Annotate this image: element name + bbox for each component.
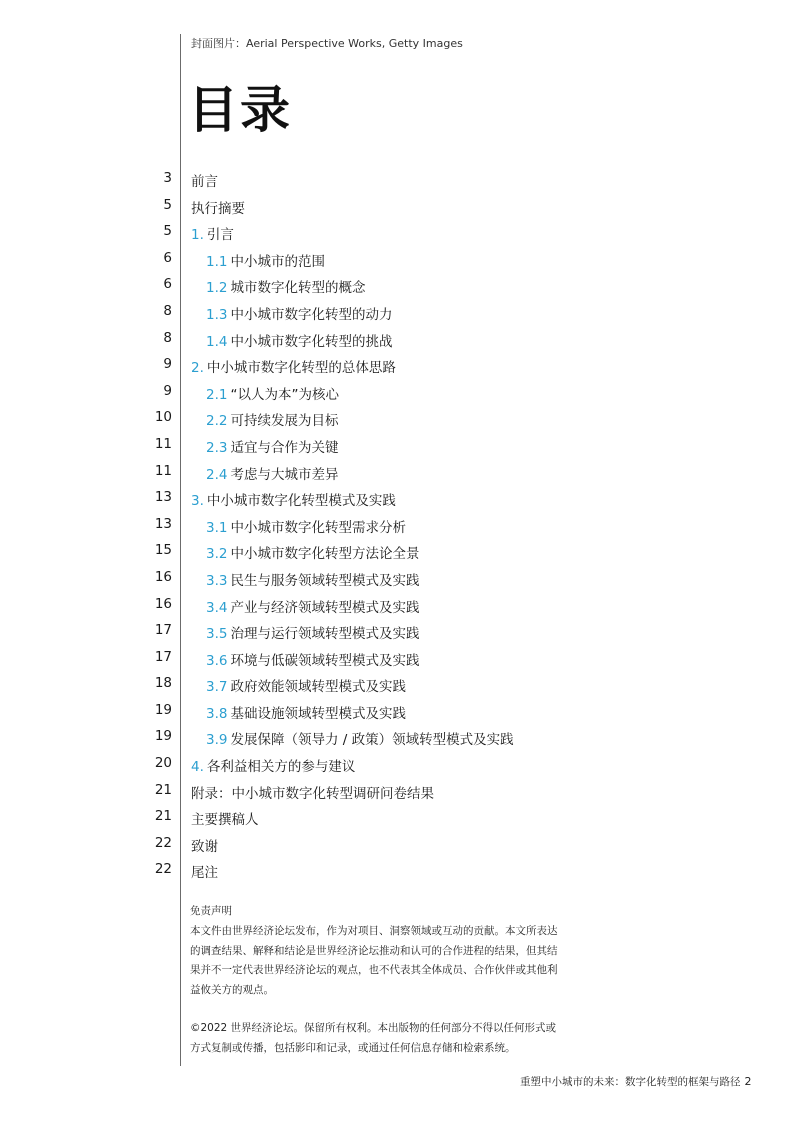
toc-section-number: 3.3 bbox=[206, 572, 228, 589]
toc-page-number: 8 bbox=[163, 302, 172, 319]
toc-entry-label bbox=[206, 303, 392, 323]
toc-section-title: 引言 bbox=[206, 227, 234, 244]
toc-section-number: 1.3 bbox=[206, 306, 228, 323]
toc-entry-label bbox=[191, 489, 396, 509]
page-footer bbox=[520, 1074, 752, 1089]
toc-section-title: 适宜与合作为关键 bbox=[230, 439, 339, 456]
toc-section-title: 产业与经济领域转型模式及实践 bbox=[230, 599, 420, 616]
toc-page-number: 17 bbox=[154, 622, 172, 639]
toc-entry-label bbox=[206, 330, 392, 350]
footer-title: 重塑中小城市的未来：数字化转型的框架与路径 bbox=[520, 1076, 741, 1088]
toc-entry[interactable] bbox=[0, 696, 793, 723]
toc-entry[interactable] bbox=[0, 510, 793, 537]
toc-section-title: 中小城市数字化转型方法论全景 bbox=[230, 546, 420, 563]
toc-page-number: 10 bbox=[154, 409, 172, 426]
toc-page-number: 3 bbox=[163, 170, 172, 186]
toc-section-title: 中小城市数字化转型的动力 bbox=[230, 306, 393, 323]
toc-entry[interactable] bbox=[0, 297, 793, 324]
toc-page-number: 21 bbox=[154, 808, 172, 825]
toc-entry[interactable] bbox=[0, 217, 793, 244]
toc-entry[interactable] bbox=[0, 377, 793, 404]
toc-page-number: 17 bbox=[154, 648, 172, 665]
toc-entry-label bbox=[206, 649, 419, 669]
toc-entry[interactable] bbox=[0, 616, 793, 643]
toc-entry-label bbox=[206, 276, 365, 296]
toc-entry-label bbox=[206, 436, 338, 456]
toc-entry-label bbox=[206, 463, 338, 483]
toc-entry[interactable] bbox=[0, 563, 793, 590]
toc-page-number: 6 bbox=[163, 249, 172, 266]
toc-page-number: 22 bbox=[154, 834, 172, 851]
toc-entry-label bbox=[191, 782, 434, 802]
toc-page-number: 8 bbox=[163, 329, 172, 346]
toc-page-number: 19 bbox=[154, 701, 172, 718]
toc-entry[interactable] bbox=[0, 643, 793, 670]
toc-entry-label bbox=[206, 569, 419, 589]
toc-entry[interactable] bbox=[0, 457, 793, 484]
toc-entry[interactable] bbox=[0, 776, 793, 803]
toc-entry[interactable] bbox=[0, 350, 793, 377]
toc-section-title: 治理与运行领域转型模式及实践 bbox=[230, 626, 420, 643]
toc-entry-label bbox=[206, 542, 419, 562]
toc-entry[interactable] bbox=[0, 164, 793, 191]
toc-section-number: 2.2 bbox=[206, 413, 228, 430]
toc-entry[interactable] bbox=[0, 191, 793, 218]
toc-entry[interactable] bbox=[0, 403, 793, 430]
toc-page-number: 11 bbox=[154, 462, 172, 479]
toc-entry-label bbox=[191, 170, 218, 190]
page-title: 目录 bbox=[188, 81, 292, 139]
disclaimer-body: 本文件由世界经济论坛发布，作为对项目、洞察领域或互动的贡献。本文所表达的调查结果、解释和结论是世界经济论坛推动和认可的合作进程的结果，但其结果并不一定代表世界经济论坛的观点，也不代表其全体成员、合作伙伴或其他利益攸关方的观点。 bbox=[190, 925, 558, 996]
toc-section-number: 1. bbox=[191, 227, 204, 244]
toc-section-number: 1.4 bbox=[206, 333, 228, 350]
toc-entry-label bbox=[191, 835, 218, 855]
toc-entry[interactable] bbox=[0, 829, 793, 856]
toc-section-title: 中小城市数字化转型需求分析 bbox=[230, 519, 406, 536]
toc-section-number: 1.1 bbox=[206, 253, 228, 270]
toc-page-number: 5 bbox=[163, 196, 172, 213]
toc-section-title: 可持续发展为目标 bbox=[230, 413, 339, 430]
toc-entry-label bbox=[206, 516, 406, 536]
toc-section-number: 2.3 bbox=[206, 439, 228, 456]
toc-page-number: 16 bbox=[154, 568, 172, 585]
toc-entry[interactable] bbox=[0, 855, 793, 882]
toc-section-number: 2.4 bbox=[206, 466, 228, 483]
toc-section-number: 3.9 bbox=[206, 732, 228, 749]
toc-entry[interactable] bbox=[0, 722, 793, 749]
toc-page-number: 21 bbox=[154, 781, 172, 798]
toc-section-title: 发展保障（领导力 / 政策）领域转型模式及实践 bbox=[230, 732, 514, 749]
toc-entry-label bbox=[206, 383, 339, 403]
toc-section-number: 3.7 bbox=[206, 679, 228, 696]
toc-page-number: 13 bbox=[154, 515, 172, 532]
toc-section-number: 3.2 bbox=[206, 546, 228, 563]
toc-page-number: 6 bbox=[163, 276, 172, 293]
toc-section-number: 3. bbox=[191, 493, 204, 510]
toc-page-number: 9 bbox=[163, 382, 172, 399]
copyright-notice: ©2022 世界经济论坛。保留所有权利。本出版物的任何部分不得以任何形式或方式复制或传播，包括影印和记录，或通过任何信息存储和检索系统。 bbox=[190, 1022, 557, 1054]
toc-entry-label bbox=[206, 728, 514, 748]
toc-section-title: 致谢 bbox=[191, 838, 218, 855]
toc-entry[interactable] bbox=[0, 802, 793, 829]
toc-section-title: 前言 bbox=[191, 174, 218, 190]
toc-section-number: 3.5 bbox=[206, 626, 228, 643]
toc-entry[interactable] bbox=[0, 430, 793, 457]
toc-section-title: 政府效能领域转型模式及实践 bbox=[230, 679, 406, 696]
toc-section-title: 基础设施领域转型模式及实践 bbox=[230, 705, 406, 722]
toc-section-title: 中小城市的范围 bbox=[230, 253, 325, 270]
toc-section-number: 2. bbox=[191, 360, 204, 377]
toc-entry[interactable] bbox=[0, 536, 793, 563]
toc-page-number: 20 bbox=[154, 755, 172, 772]
toc-entry-label bbox=[191, 861, 218, 881]
toc-page-number: 13 bbox=[154, 489, 172, 506]
toc-page-number: 22 bbox=[154, 861, 172, 878]
toc-entry[interactable] bbox=[0, 749, 793, 776]
table-of-contents bbox=[0, 164, 793, 882]
toc-entry-label bbox=[191, 356, 396, 376]
toc-entry-label bbox=[191, 755, 355, 775]
toc-section-number: 3.6 bbox=[206, 652, 228, 669]
toc-entry-label bbox=[191, 808, 259, 828]
toc-entry[interactable] bbox=[0, 669, 793, 696]
toc-entry-label bbox=[206, 409, 338, 429]
toc-page-number: 18 bbox=[154, 675, 172, 692]
footer-page-number: 2 bbox=[744, 1075, 752, 1088]
toc-section-number: 2.1 bbox=[206, 386, 228, 403]
toc-section-title: “以人为本”为核心 bbox=[230, 386, 339, 403]
toc-page-number: 9 bbox=[163, 356, 172, 373]
toc-entry-label bbox=[206, 622, 419, 642]
toc-entry[interactable] bbox=[0, 244, 793, 271]
toc-section-number: 3.8 bbox=[206, 705, 228, 722]
toc-entry-label bbox=[191, 223, 234, 243]
toc-section-number: 4. bbox=[191, 759, 204, 776]
disclaimer-heading: 免责声明 bbox=[190, 905, 232, 917]
toc-entry-label bbox=[206, 702, 406, 722]
toc-section-title: 中小城市数字化转型模式及实践 bbox=[206, 493, 396, 510]
toc-entry[interactable] bbox=[0, 483, 793, 510]
toc-page-number: 16 bbox=[154, 595, 172, 612]
toc-page-number: 5 bbox=[163, 223, 172, 240]
toc-section-number: 3.4 bbox=[206, 599, 228, 616]
toc-section-title: 城市数字化转型的概念 bbox=[230, 280, 366, 297]
toc-entry-label bbox=[206, 250, 325, 270]
toc-section-title: 考虑与大城市差异 bbox=[230, 466, 339, 483]
toc-entry-label bbox=[206, 675, 406, 695]
toc-section-title: 附录：中小城市数字化转型调研问卷结果 bbox=[191, 785, 434, 802]
toc-page-number: 19 bbox=[154, 728, 172, 745]
toc-entry[interactable] bbox=[0, 590, 793, 617]
toc-section-title: 环境与低碳领域转型模式及实践 bbox=[230, 652, 420, 669]
toc-section-title: 各利益相关方的参与建议 bbox=[206, 759, 356, 776]
toc-section-title: 中小城市数字化转型的总体思路 bbox=[206, 360, 396, 377]
toc-entry[interactable] bbox=[0, 270, 793, 297]
toc-entry[interactable] bbox=[0, 324, 793, 351]
toc-section-title: 主要撰稿人 bbox=[191, 812, 259, 829]
toc-section-number: 3.1 bbox=[206, 519, 228, 536]
toc-section-title: 中小城市数字化转型的挑战 bbox=[230, 333, 393, 350]
toc-section-title: 民生与服务领域转型模式及实践 bbox=[230, 572, 420, 589]
toc-page-number: 15 bbox=[154, 542, 172, 559]
toc-section-number: 1.2 bbox=[206, 280, 228, 297]
toc-entry-label bbox=[191, 197, 245, 217]
toc-entry-label bbox=[206, 596, 419, 616]
toc-section-title: 执行摘要 bbox=[191, 200, 245, 217]
toc-section-title: 尾注 bbox=[191, 865, 218, 882]
cover-image-credit: 封面图片：Aerial Perspective Works, Getty Images bbox=[191, 37, 463, 50]
toc-page-number: 11 bbox=[154, 435, 172, 452]
